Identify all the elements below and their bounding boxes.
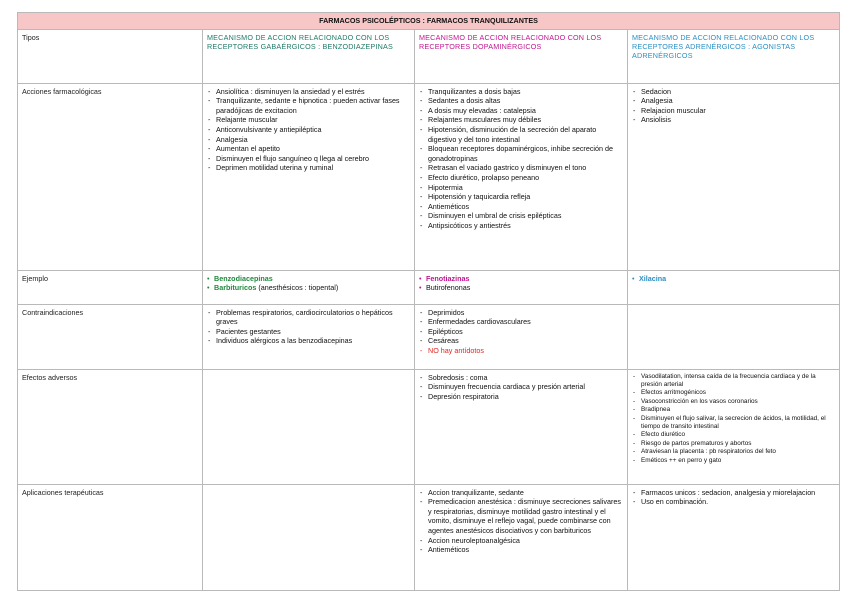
contra-dopa-list [419,308,623,346]
acciones-row [18,83,840,270]
list-item: - Relajacion muscular [632,106,835,116]
list-item: - Deprimidos [419,308,623,318]
efectos-benzo-cell [203,369,415,484]
table-title: FARMACOS PSICOLÉPTICOS : FARMACOS TRANQUILIZANTES [18,13,840,30]
contra-dopa-cell [415,304,628,369]
list-item: - Accion tranquilizante, sedante [419,488,623,498]
ejemplo-adre-cell [628,270,840,304]
acciones-adre-list [632,87,835,125]
title-row [18,13,840,30]
list-item: - Sedantes a dosis altas [419,96,623,106]
list-item: - Riesgo de partos prematuros y abortos [632,440,835,448]
contra-adre-cell [628,304,840,369]
row-label-efectos: Efectos adversos [18,369,203,484]
example-fenotiazinas: Fenotiazinas [426,273,470,283]
list-item: - A dosis muy elevadas : catalepsia [419,106,623,116]
list-item: - Individuos alérgicos a las benzodiacepinas [207,336,410,346]
aplicaciones-row [18,484,840,590]
example-butirofenonas: Butirofenonas [426,283,471,293]
efectos-adre-list [632,373,835,465]
acciones-benzo-cell [203,83,415,270]
example-barbituricos: Barbituricos [214,283,257,293]
row-label-aplicaciones: Aplicaciones terapéuticas [18,484,203,590]
list-item: - Atraviesan la placenta : pb respiratorios del feto [632,448,835,456]
aplicaciones-benzo-cell [203,484,415,590]
header-adre-cell [628,29,840,83]
efectos-dopa-list [419,373,623,402]
list-item: - Efecto diurético, prolapso peneano [419,173,623,183]
list-item: - Retrasan el vaciado gastrico y disminuyen el tono [419,163,623,173]
efectos-adre-cell [628,369,840,484]
aplicaciones-dopa-cell [415,484,628,590]
list-item: - Depresión respiratoria [419,392,623,402]
list-item [419,283,623,293]
list-item: - Analgesia [207,135,410,145]
row-label-contra: Contraindicaciones [18,304,203,369]
example-xilacina: Xilacina [639,273,667,283]
list-item: - Relajantes musculares muy débiles [419,115,623,125]
list-item: - Antipsicóticos y antiestrés [419,221,623,231]
row-label-acciones: Acciones farmacológicas [18,83,203,270]
ejemplo-row [18,270,840,304]
list-item [632,274,835,284]
efectos-row [18,369,840,484]
list-item: - Farmacos unicos : sedacion, analgesia y miorelajacion [632,488,835,498]
list-item: - Tranquilizantes a dosis bajas [419,87,623,97]
acciones-dopa-list [419,87,623,231]
list-item: - Cesáreas [419,336,623,346]
tranquilizers-table [17,12,840,591]
header-benzo: MECANISMO DE ACCION RELACIONADO CON LOS RECEPTORES GABAÉRGICOS : BENZODIAZEPINAS [207,32,393,51]
example-barbituricos-note: (anesthésicos : tiopental) [256,283,339,293]
aplicaciones-dopa-list [419,488,623,555]
list-item: - Disminuyen frecuencia cardiaca y presión arterial [419,382,623,392]
list-item: - Bradipnea [632,406,835,414]
list-item: - Vasodilatation, intensa caída de la frecuencia cardiaca y de la presión arterial [632,373,835,390]
list-item: - Hipotensión y taquicardia refleja [419,192,623,202]
list-item: - Premedicacion anestésica : disminuye secreciones salivares y respiratorias, disminuye motilidad gastro intestinal y el vomito, disminuye el reflejo vagal, puede combinarse con agentes anestésicos disociativos y con barbituricos [419,497,623,535]
list-item: - Bloquean receptores dopaminérgicos, inhibe secreción de gonadotropinas [419,144,623,163]
aplicaciones-adre-cell [628,484,840,590]
acciones-benzo-list [207,87,410,173]
list-item: - Hipotermia [419,183,623,193]
list-item: - Uso en combinación. [632,497,835,507]
list-item: - Pacientes gestantes [207,327,410,337]
list-item: - Antieméticos [419,202,623,212]
list-item [207,274,410,284]
list-item: - Relajante muscular [207,115,410,125]
ejemplo-benzo-cell [203,270,415,304]
example-benzodiacepinas: Benzodiacepinas [214,273,273,283]
list-item: - Sedacion [632,87,835,97]
efectos-dopa-cell [415,369,628,484]
contra-row [18,304,840,369]
list-item: - Epilépticos [419,327,623,337]
acciones-dopa-cell [415,83,628,270]
no-antidote-note: - NO hay antídotos [419,346,623,356]
list-item: - Enfermedades cardiovasculares [419,317,623,327]
list-item: - Ansiolítica : disminuyen la ansiedad y el estrés [207,87,410,97]
list-item: - Problemas respiratorios, cardiocirculatorios o hepáticos graves [207,308,410,327]
list-item [419,274,623,284]
list-item: - Hipotensión, disminución de la secreción del aparato digestivo y del tono intestinal [419,125,623,144]
list-item: - Aumentan el apetito [207,144,410,154]
list-item: - Efecto diurético [632,431,835,439]
list-item: - Tranquilizante, sedante e hipnotica : pueden activar fases paradójicas de excitacion [207,96,410,115]
list-item [207,283,410,293]
header-adre: MECANISMO DE ACCION RELACIONADO CON LOS RECEPTORES ADRENÉRGICOS : AGONISTAS ADRENÉRGICOS [632,32,815,60]
list-item: - Sobredosis : coma [419,373,623,383]
ejemplo-dopa-cell [415,270,628,304]
list-item: - Ansiolisis [632,115,835,125]
header-dopa-cell [415,29,628,83]
list-item: - Disminuyen el flujo sanguíneo q llega al cerebro [207,154,410,164]
row-label-ejemplo: Ejemplo [18,270,203,304]
contra-benzo-cell [203,304,415,369]
contra-benzo-list [207,308,410,346]
list-item: - Analgesia [632,96,835,106]
list-item: - Anticonvulsivante y antiepiléptica [207,125,410,135]
list-item: - Antieméticos [419,545,623,555]
list-item: - Deprimen motilidad uterina y ruminal [207,163,410,173]
list-item: - Accion neuroleptoanalgésica [419,536,623,546]
header-dopa: MECANISMO DE ACCION RELACIONADO CON LOS RECEPTORES DOPAMINÉRGICOS [419,32,602,51]
row-label-tipos: Tipos [18,29,203,83]
list-item: - Disminuyen el flujo salivar, la secrecion de ácidos, la motilidad, el tiempo de transito intestinal [632,415,835,432]
header-benzo-cell [203,29,415,83]
list-item: - Vasoconstricción en los vasos coronarios [632,398,835,406]
aplicaciones-adre-list [632,488,835,507]
tipos-row [18,29,840,83]
list-item: - Eméticos ++ en perro y gato [632,457,835,465]
list-item: - Efectos arritmogénicos [632,389,835,397]
list-item: - Disminuyen el umbral de crisis epilépticas [419,211,623,221]
acciones-adre-cell [628,83,840,270]
